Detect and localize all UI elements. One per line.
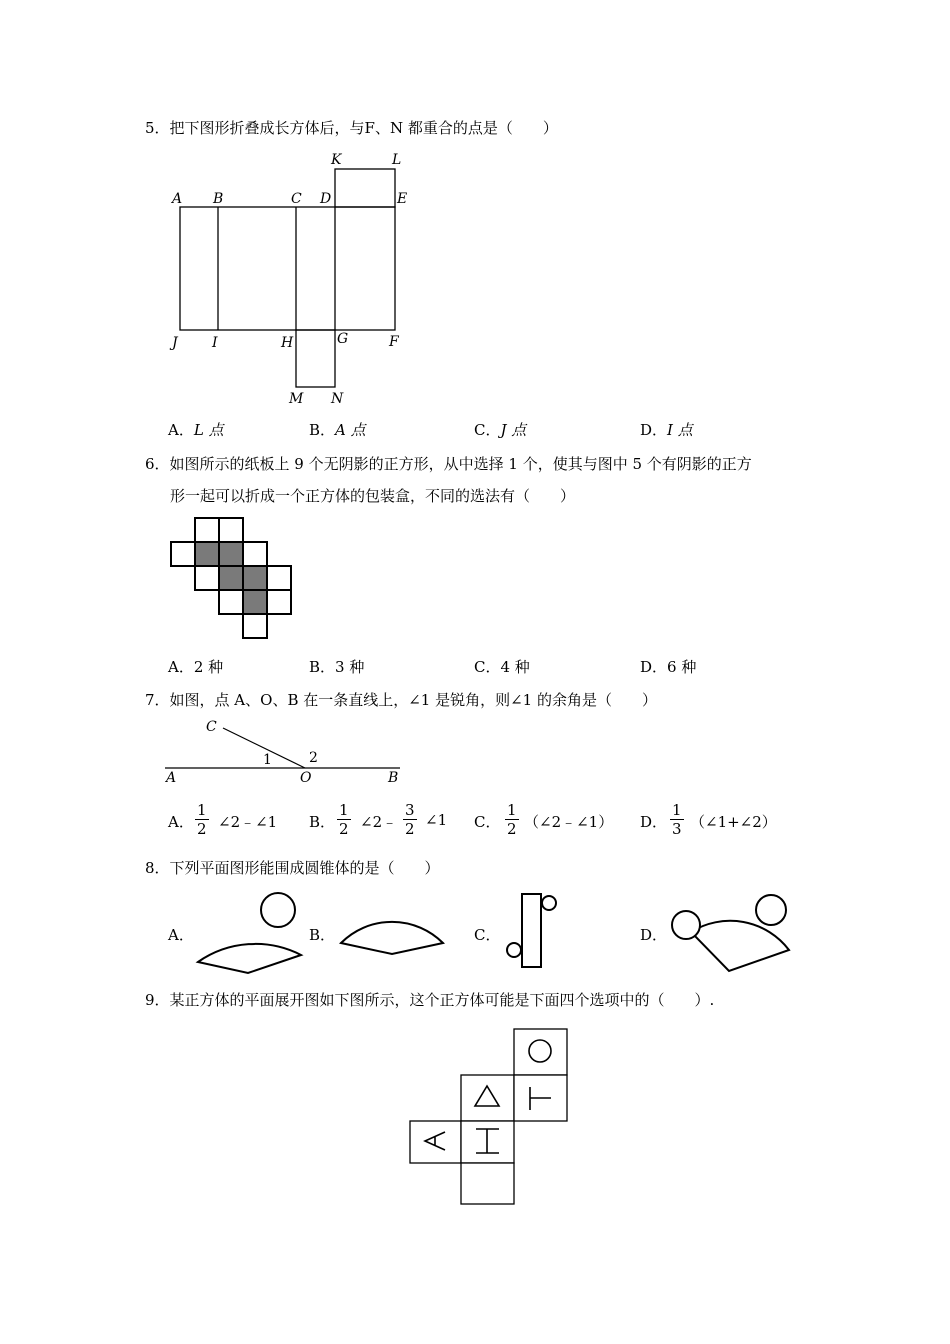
q5-option-a[interactable]: A．L 点 (168, 421, 224, 439)
sector (198, 944, 301, 973)
label-M: M (289, 391, 304, 407)
q6-grid-figure (168, 515, 298, 643)
label-L: L (392, 152, 402, 168)
circle (672, 911, 700, 939)
q8-option-d-label[interactable]: D． (640, 926, 668, 944)
fraction: $\frac{1}{2}$ (197, 801, 207, 838)
q6-option-d[interactable]: D．6 种 (640, 658, 697, 676)
q5-box-net-figure (160, 145, 430, 410)
grid-cell (243, 614, 267, 638)
q5-stem: 5．把下图形折叠成长方体后，与F、N 都重合的点是（ ） (145, 119, 558, 137)
fraction: $\frac{1}{2}$ (339, 801, 349, 838)
grid-cell (219, 518, 243, 542)
q8-option-c-figure[interactable] (500, 890, 565, 975)
grid-cell-shaded (195, 542, 219, 566)
net-face-triangle (461, 1075, 514, 1121)
label-I: I (212, 335, 218, 351)
net-bottom-flap (296, 330, 335, 387)
circle (507, 943, 521, 957)
fraction: $\frac{3}{2}$ (405, 801, 415, 838)
circle (756, 895, 786, 925)
label-F: F (389, 334, 399, 350)
q8-option-c-label[interactable]: C． (474, 926, 501, 944)
q5-option-b[interactable]: B．A 点 (309, 421, 366, 439)
q6-option-b[interactable]: B．3 种 (309, 658, 365, 676)
q8-option-b-label[interactable]: B． (309, 926, 336, 944)
net-face-blank (461, 1163, 514, 1204)
grid-cell-shaded (243, 590, 267, 614)
grid-cell (195, 518, 219, 542)
q7-angle-figure (160, 712, 410, 787)
sector (341, 922, 443, 954)
q5-option-c[interactable]: C．J 点 (474, 421, 527, 439)
grid-cell (267, 566, 291, 590)
label-angle-2: 2 (309, 750, 318, 766)
q8-stem: 8．下列平面图形能围成圆锥体的是（ ） (145, 859, 440, 877)
net-top-flap (335, 169, 395, 207)
q6-option-a[interactable]: A．2 种 (168, 658, 224, 676)
rectangle (522, 894, 541, 967)
net-main-rect (180, 207, 395, 330)
label-A: A (166, 770, 177, 786)
grid-cell-shaded (219, 566, 243, 590)
grid-cell (267, 590, 291, 614)
grid-cell (195, 566, 219, 590)
label-O: O (300, 770, 312, 786)
q8-option-a-figure[interactable] (190, 885, 310, 980)
label-K: K (331, 152, 342, 168)
label-N: N (331, 391, 344, 407)
q6-option-c[interactable]: C．4 种 (474, 658, 530, 676)
q6-stem-line2: 形一起可以折成一个正方体的包装盒，不同的选法有（ ） (170, 487, 576, 505)
label-J: J (172, 335, 178, 351)
fraction: $\frac{1}{3}$ (672, 801, 682, 838)
q9-cube-net-figure (405, 1022, 575, 1212)
net-face-circle (514, 1029, 567, 1075)
label-H: H (281, 335, 294, 351)
grid-cell (171, 542, 195, 566)
grid-cell-shaded (219, 542, 243, 566)
circle (542, 896, 556, 910)
grid-cell (219, 590, 243, 614)
q8-option-d-figure[interactable] (668, 885, 798, 980)
label-C: C (291, 191, 302, 207)
label-C: C (206, 719, 217, 735)
label-D: D (320, 191, 332, 207)
label-B: B (388, 770, 399, 786)
fraction: $\frac{1}{2}$ (507, 801, 517, 838)
q7-stem: 7．如图，点 A、O、B 在一条直线上，∠1 是锐角，则∠1 的余角是（ ） (145, 691, 657, 709)
label-E: E (397, 191, 408, 207)
q6-stem-line1: 6．如图所示的纸板上 9 个无阴影的正方形，从中选择 1 个，使其与图中 5 个有阴影的正方 (145, 455, 752, 473)
grid-cell-shaded (243, 566, 267, 590)
q9-stem: 9．某正方体的平面展开图如下图所示，这个正方体可能是下面四个选项中的（ ）. (145, 991, 715, 1009)
circle (261, 893, 295, 927)
sector (691, 921, 789, 971)
label-B: B (213, 191, 224, 207)
q5-option-d[interactable]: D．I 点 (640, 421, 693, 439)
label-angle-1: 1 (263, 752, 272, 768)
q8-option-b-figure[interactable] (333, 890, 453, 960)
label-A: A (172, 191, 183, 207)
q8-option-a-label[interactable]: A． (168, 926, 194, 944)
grid-cell (243, 542, 267, 566)
label-G: G (337, 331, 349, 347)
